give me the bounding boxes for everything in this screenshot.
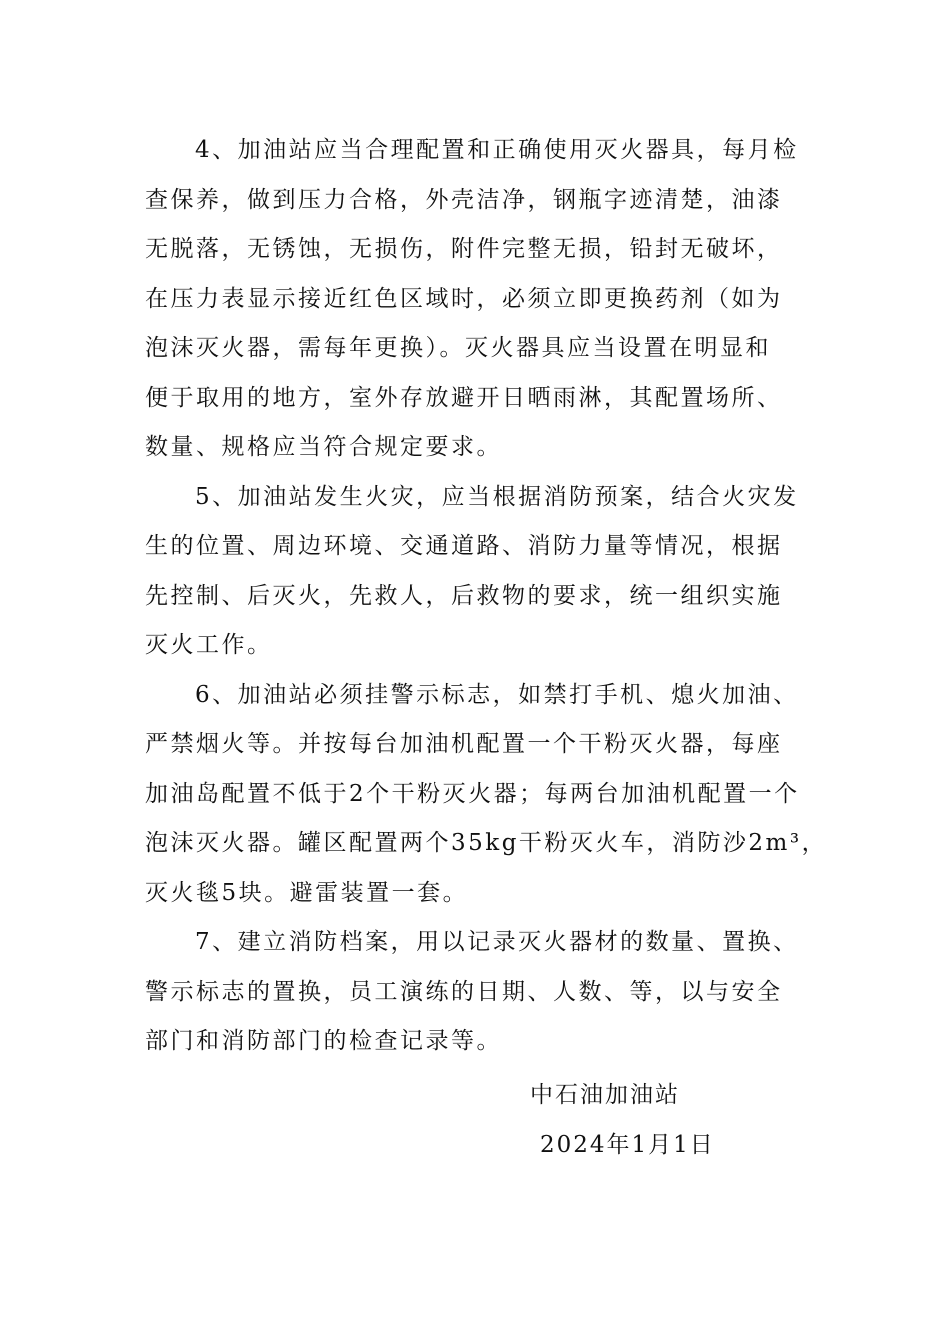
paragraph-line: 在压力表显示接近红色区域时，必须立即更换药剂（如为 [145,285,783,312]
paragraph-line: 生的位置、周边环境、交通道路、消防力量等情况，根据 [145,533,783,559]
paragraph-line: 无脱落，无锈蚀，无损伤，附件完整无损，铅封无破坏， [145,236,783,262]
paragraph-4 [145,126,813,473]
paragraph-line: 泡沫灭火器。罐区配置两个35kg干粉灭火车，消防沙2m³， [145,830,828,856]
paragraph-line: 4、加油站应当合理配置和正确使用灭火器具，每月检 [195,137,799,163]
paragraph-line: 部门和消防部门的检查记录等。 [145,1028,502,1054]
paragraph-line: 警示标志的置换，员工演练的日期、人数、等，以与安全 [145,978,783,1005]
paragraph-line: 灭火毯5块。避雷装置一套。 [145,879,469,906]
paragraph-line: 便于取用的地方，室外存放避开日晒雨淋，其配置场所、 [145,384,783,411]
paragraph-7 [145,918,813,1067]
paragraph-line: 6、加油站必须挂警示标志，如禁打手机、熄火加油、 [195,681,799,708]
signature-organization: 中石油加油站 [530,1082,680,1108]
paragraph-line: 查保养，做到压力合格，外壳洁净，钢瓶字迹清楚，油漆 [145,186,783,213]
paragraph-line: 泡沫灭火器，需每年更换）。灭火器具应当设置在明显和 [145,335,771,361]
signature-date: 2024年1月1日 [540,1132,715,1158]
paragraph-5 [145,473,813,671]
paragraph-line: 7、建立消防档案，用以记录灭火器材的数量、置换、 [195,929,799,955]
paragraph-line: 加油岛配置不低于2个干粉灭火器；每两台加油机配置一个 [145,780,800,807]
paragraph-line: 5、加油站发生火灾，应当根据消防预案，结合火灾发 [195,483,799,510]
paragraph-line: 数量、规格应当符合规定要求。 [145,434,502,460]
paragraph-line: 灭火工作。 [145,632,273,658]
paragraph-line: 严禁烟火等。并按每台加油机配置一个干粉灭火器，每座 [145,731,783,757]
document-body [145,126,828,1067]
paragraph-line: 先控制、后灭火，先救人，后救物的要求，统一组织实施 [145,582,783,609]
paragraph-6 [145,671,828,919]
